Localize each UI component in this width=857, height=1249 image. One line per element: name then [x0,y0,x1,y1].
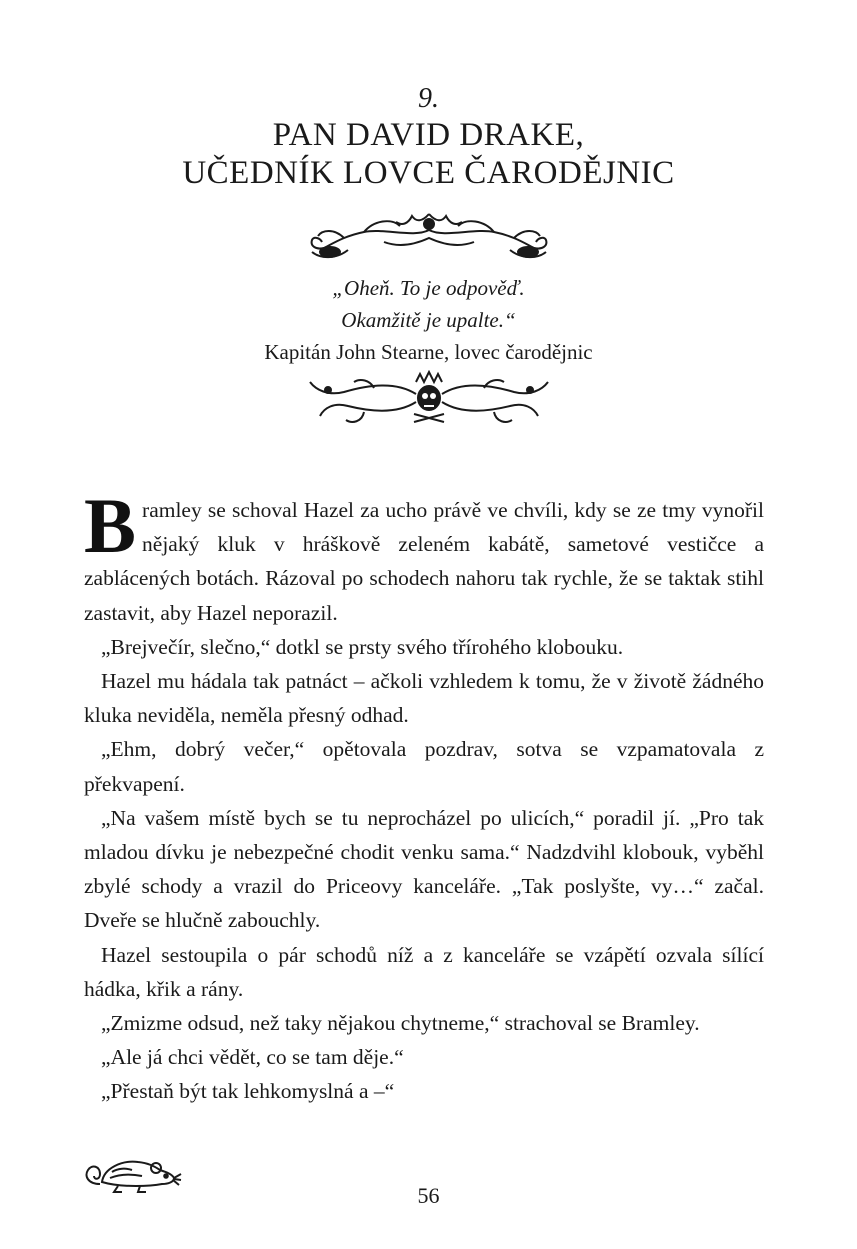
paragraph: „Ale já chci vědět, co se tam děje.“ [101,1045,404,1070]
chapter-title-line2: UČEDNÍK LOVCE ČARODĚJNIC [182,155,675,191]
paragraph: Hazel mu hádala tak patnáct – ačkoli vzhledem k tomu, že v životě žádného kluka neviděla, neměla přesný odhad. [84,669,764,728]
epigraph [0,272,857,368]
page-number: 56 [417,1183,440,1208]
body-text [84,482,764,1109]
drop-cap: B [84,482,137,569]
sea-serpent-ornament-icon [0,208,857,264]
chapter-title [0,116,857,192]
chapter-title-line1: PAN DAVID DRAKE, [272,117,585,153]
paragraph: „Zmizme odsud, než taky nějakou chytneme,“ strachoval se Bramley. [101,1011,700,1036]
paragraph: „Přestaň být tak lehkomyslná a –“ [101,1079,395,1104]
chapter-number: 9. [418,83,439,114]
skull-ornament-icon [0,370,857,432]
paragraph: „Brejvečír, slečno,“ dotkl se prsty svého třírohého klobouku. [101,634,624,659]
epigraph-line2: Okamžitě je upalte.“ [341,308,516,332]
epigraph-attribution: Kapitán John Stearne, lovec čarodějnic [264,340,593,364]
epigraph-line1: „Oheň. To je odpověď. [332,276,525,300]
paragraph: Hazel sestoupila o pár schodů níž a z kanceláře se vzápětí ozvala sílící hádka, křik a rány. [84,942,764,1001]
paragraph: „Na vašem místě bych se tu neprocházel po ulicích,“ poradil jí. „Pro tak mladou dívku je nebezpečné chodit venku sama.“ Nadzdvihl klobouk, vyběhl zbylé schody a vrazil do Priceovy kanceláře. „Tak poslyšte, vy…“ začal. Dveře se hlučně zabouchly. [84,805,764,933]
paragraph: „Ehm, dobrý večer,“ opětovala pozdrav, sotva se vzpamatovala z překvapení. [84,737,764,796]
paragraph: Bramley se schoval Hazel za ucho právě ve chvíli, kdy se ze tmy vynořil nějaký kluk v hráškově zeleném kabátě, sametové vestičce a zablácených botách. Rázoval po schodech nahoru tak rychle, že se taktak stihl zastavit, aby Hazel neporazil. [84,482,764,625]
